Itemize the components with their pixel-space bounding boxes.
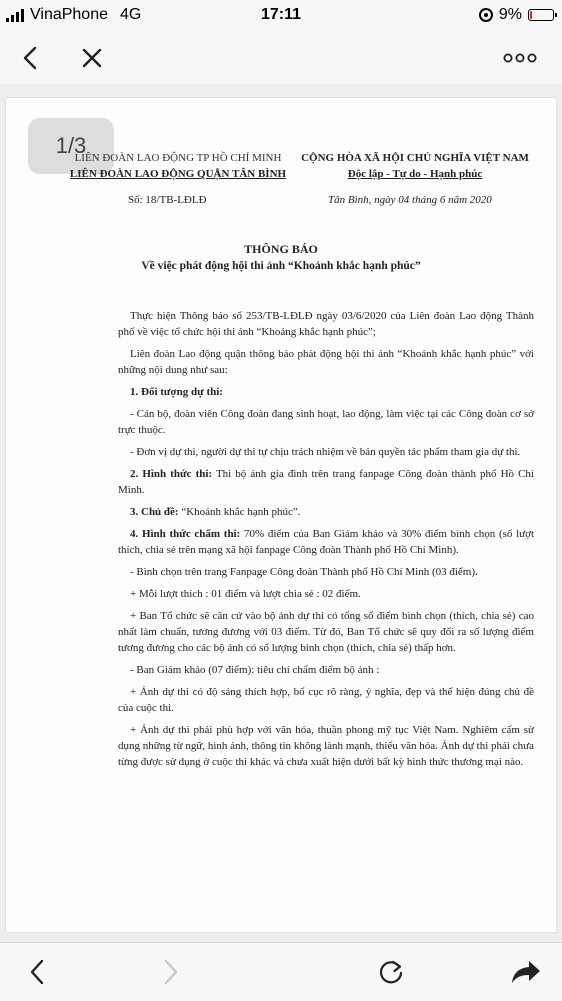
org-line-1: LIÊN ĐOÀN LAO ĐỘNG TP HỒ CHÍ MINH	[74, 152, 282, 164]
paragraph: 4. Hình thức chấm thi: 70% điểm của Ban Giám khảo và 30% điểm bình chọn (số lượt thích, chia sẻ trên mạng xã hội fanpage Công đoàn Thành phố Hồ Chí Minh).	[118, 528, 534, 556]
paragraph: 3. Chủ đề: “Khoảnh khắc hạnh phúc”.	[130, 506, 301, 518]
share-icon[interactable]	[508, 955, 544, 989]
battery-level	[530, 11, 532, 19]
reference-number: Số: 18/TB-LĐLĐ	[128, 194, 207, 206]
page-indicator: 1/3	[28, 118, 114, 174]
reload-icon[interactable]	[374, 955, 408, 989]
network-type: 4G	[120, 6, 142, 23]
paragraph: 2. Hình thức thi: Thi bộ ảnh gia đình trên trang fanpage Công đoàn thành phố Hồ Chí Minh.	[118, 468, 534, 496]
paragraph: + Ban Tổ chức sẽ căn cứ vào bộ ảnh dự thi có tổng số điểm bình chọn (thích, chia sẻ) cao nhất làm chuẩn, tương đương với 03 điểm. Từ đó, Ban Tổ chức sẽ quy đổi ra số lượng điểm tương đương cho các bộ ảnh có số lượng bình chọn (thích, chia sẻ) thấp hơn.	[118, 610, 534, 654]
status-bar	[0, 0, 562, 32]
paragraph: + Ảnh dự thi phải phù hợp với văn hóa, thuần phong mỹ tục Việt Nam. Nghiêm cấm sử dụng những từ ngữ, hình ảnh, thông tin không lành mạnh, thiếu văn hóa. Ảnh dự thi phải chưa từng được sử dụng ở cuộc thi khác và chưa xuất hiện dưới bất kỳ hình thức thương mại nào.	[118, 724, 534, 768]
chevron-left-icon[interactable]	[16, 44, 44, 72]
section-heading: 1. Đối tượng dự thi:	[130, 386, 223, 398]
country-line-2: Độc lập - Tự do - Hạnh phúc	[347, 168, 483, 180]
date-place: Tân Bình, ngày 04 tháng 6 năm 2020	[328, 194, 492, 206]
paragraph: Thực hiện Thông báo số 253/TB-LĐLĐ ngày 03/6/2020 của Liên đoàn Lao động Thành phố về việc tổ chức hội thi ảnh “Khoảng khắc hạnh phúc”;	[118, 310, 534, 338]
location-lock-icon	[479, 8, 493, 22]
more-horizontal-icon[interactable]	[500, 44, 540, 72]
org-line-2: LIÊN ĐOÀN LAO ĐỘNG QUẬN TÂN BÌNH	[69, 168, 287, 180]
bottom-toolbar	[0, 942, 562, 1001]
battery-percent: 9%	[498, 6, 522, 23]
close-icon[interactable]	[78, 44, 106, 72]
paragraph: - Bình chọn trên trang Fanpage Công đoàn Thành phố Hồ Chí Minh (03 điểm).	[130, 566, 478, 578]
document-subtitle: Về việc phát động hội thi ảnh “Khoảnh khắc hạnh phúc”	[141, 260, 421, 272]
paragraph: + Mỗi lượt thích : 01 điểm và lượt chia sẻ : 02 điểm.	[130, 588, 361, 600]
forward-arrow-icon[interactable]	[156, 957, 186, 987]
paragraph: - Ban Giám khảo (07 điểm): tiêu chí chấm điểm bộ ảnh :	[130, 664, 380, 676]
paragraph: - Cán bộ, đoàn viên Công đoàn đang sinh hoạt, lao động, làm việc tại các Công đoàn cơ sở trực thuộc.	[118, 408, 534, 436]
battery-icon	[528, 9, 554, 21]
issuing-organization	[58, 150, 298, 182]
clock: 17:11	[260, 6, 302, 23]
document-viewer[interactable]	[0, 84, 562, 942]
document-body	[118, 308, 534, 776]
carrier-name: VinaPhone	[30, 6, 108, 23]
document-page	[6, 98, 556, 932]
top-navigation-bar	[0, 32, 562, 85]
country-line-1: CỘNG HÒA XÃ HỘI CHỦ NGHĨA VIỆT NAM	[301, 152, 529, 164]
paragraph: - Đơn vị dự thi, người dự thi tự chịu trách nhiệm về bản quyền tác phẩm tham gia dự thi.	[130, 446, 521, 458]
paragraph: Liên đoàn Lao động quận thông báo phát động hội thi ảnh “Khoảnh khắc hạnh phúc” với những nội dung như sau:	[118, 348, 534, 376]
national-header	[290, 150, 540, 182]
paragraph: + Ảnh dự thi có độ sáng thích hợp, bố cục rõ ràng, ý nghĩa, đẹp và thể hiện đúng chủ đề của cuộc thi.	[118, 686, 534, 714]
document-title: THÔNG BÁO	[244, 242, 318, 256]
status-right	[479, 6, 554, 24]
back-arrow-icon[interactable]	[22, 957, 52, 987]
